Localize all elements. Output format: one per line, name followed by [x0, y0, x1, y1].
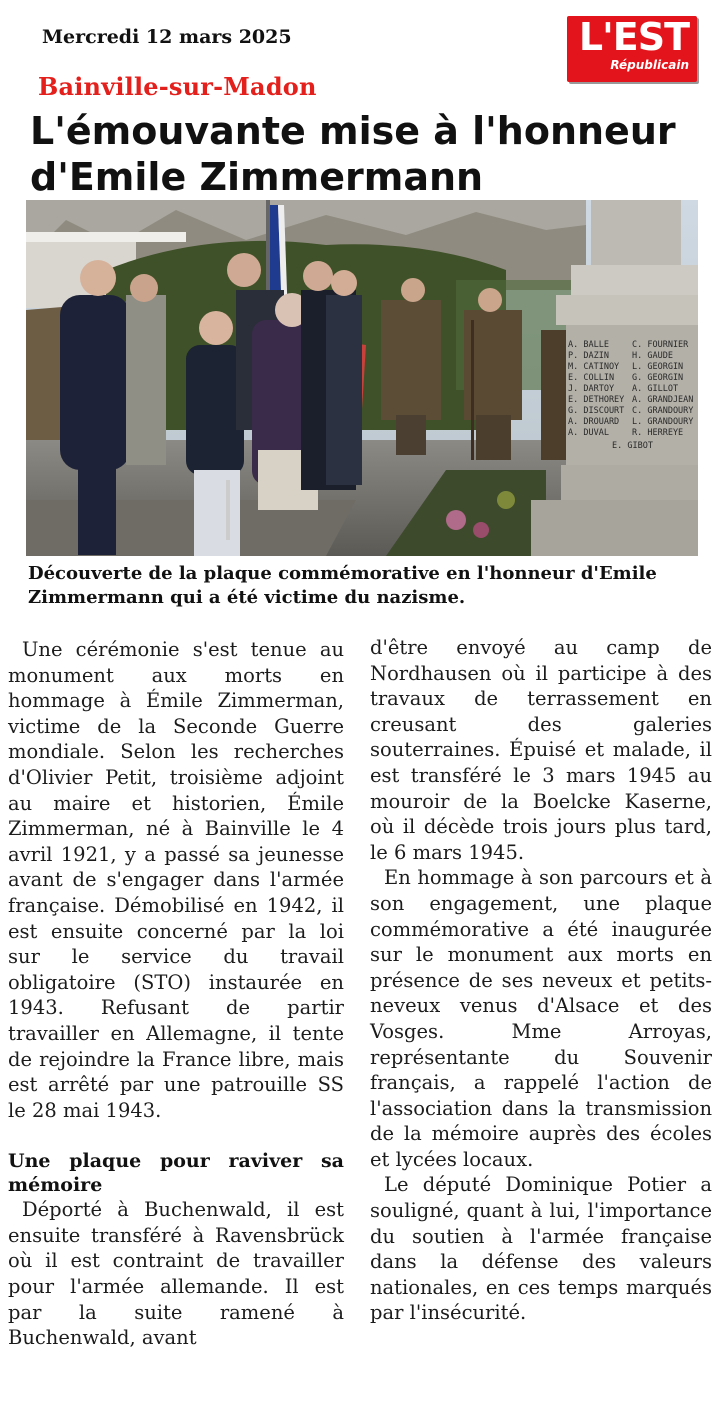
plaque-name: E. DETHOREY [568, 395, 625, 405]
article-photo [26, 200, 698, 556]
article-column-left [8, 637, 344, 1351]
publication-date: Mercredi 12 mars 2025 [42, 26, 292, 48]
plaque-name: L. GEORGIN [632, 362, 684, 372]
plaque-name: P. DAZIN [568, 351, 609, 361]
plaque-name: L. GRANDOURY [632, 417, 694, 427]
newspaper-logo [567, 16, 697, 82]
plaque-name: C. GRANDOURY [632, 406, 694, 416]
plaque-name: G. DISCOURT [568, 406, 625, 416]
logo-main-text: L'EST [578, 15, 689, 59]
plaque-name: G. GEORGIN [632, 373, 684, 383]
plaque-right-column [632, 340, 698, 439]
plaque-left-column [568, 340, 630, 439]
plaque-name: C. FOURNIER [632, 340, 689, 350]
logo-sub-text: Républicain [610, 58, 689, 72]
plaque-name: E. GIBOT [612, 441, 653, 451]
article-paragraph: Le député Dominique Potier a souligné, quant à lui, l'importance du soutien à l'armée française dans la défense des valeurs nationales, en ces temps marqués par l'insécurité. [370, 1173, 712, 1325]
plaque-name: A. GRANDJEAN [632, 395, 694, 405]
plaque-name: A. DROUARD [568, 417, 620, 427]
article-subheading: Une plaque pour raviver sa mémoire [8, 1150, 344, 1197]
article-column-right [370, 635, 712, 1326]
plaque-name: A. GILLOT [632, 384, 679, 394]
article-paragraph: d'être envoyé au camp de Nordhausen où il participe à des travaux de terrassement en creusant des galeries souterraines. Épuisé et malade, il est transféré le 3 mars 1945 au mouroir de la Boelcke Kaserne, où il décède trois jours plus tard, le 6 mars 1945. [370, 636, 712, 864]
plaque-name: J. DARTOY [568, 384, 615, 394]
photo-caption: Découverte de la plaque commémorative en l'honneur d'Emile Zimmermann qui a été victime du nazisme. [28, 563, 657, 608]
article-paragraph: En hommage à son parcours et à son engagement, une plaque commémorative a été inaugurée sur le monument aux morts en présence de ses neveux et petits-neveux venus d'Alsace et des Vosges. Mme Arroyas, représentante du Souvenir français, a rappelé l'action de l'association dans la transmission de la mémoire auprès des écoles et lycées locaux. [370, 866, 712, 1171]
plaque-name: R. HERREYE [632, 428, 684, 438]
article-paragraph: Une cérémonie s'est tenue au monument aux morts en hommage à Émile Zimmerman, victime de la Seconde Guerre mondiale. Selon les recherches d'Olivier Petit, troisième adjoint au maire et historien, Émile Zimmerman, né à Bainville le 4 avril 1921, y a passé sa jeunesse avant de s'engager dans l'armée française. Démobilisé en 1942, il est ensuite concerné par la loi sur le service du travail obligatoire (STO) instaurée en 1943. Refusant de partir travailler en Allemagne, il tente de rejoindre la France libre, mais est arrêté par une patrouille SS le 28 mai 1943. [8, 638, 344, 1122]
plaque-name: M. CATINOY [568, 362, 620, 372]
locality-kicker: Bainville-sur-Madon [38, 72, 317, 101]
plaque-name: E. COLLIN [568, 373, 615, 383]
plaque-name: A. DUVAL [568, 428, 609, 438]
article-headline: L'émouvante mise à l'honneur d'Emile Zimmermann [30, 109, 676, 199]
plaque-name: H. GAUDE [632, 351, 673, 361]
plaque-name: A. BALLE [568, 340, 609, 350]
article-paragraph: Déporté à Buchenwald, il est ensuite transféré à Ravensbrück où il est contraint de travailler pour l'armée allemande. Il est par la suite ramené à Buchenwald, avant [8, 1198, 344, 1350]
